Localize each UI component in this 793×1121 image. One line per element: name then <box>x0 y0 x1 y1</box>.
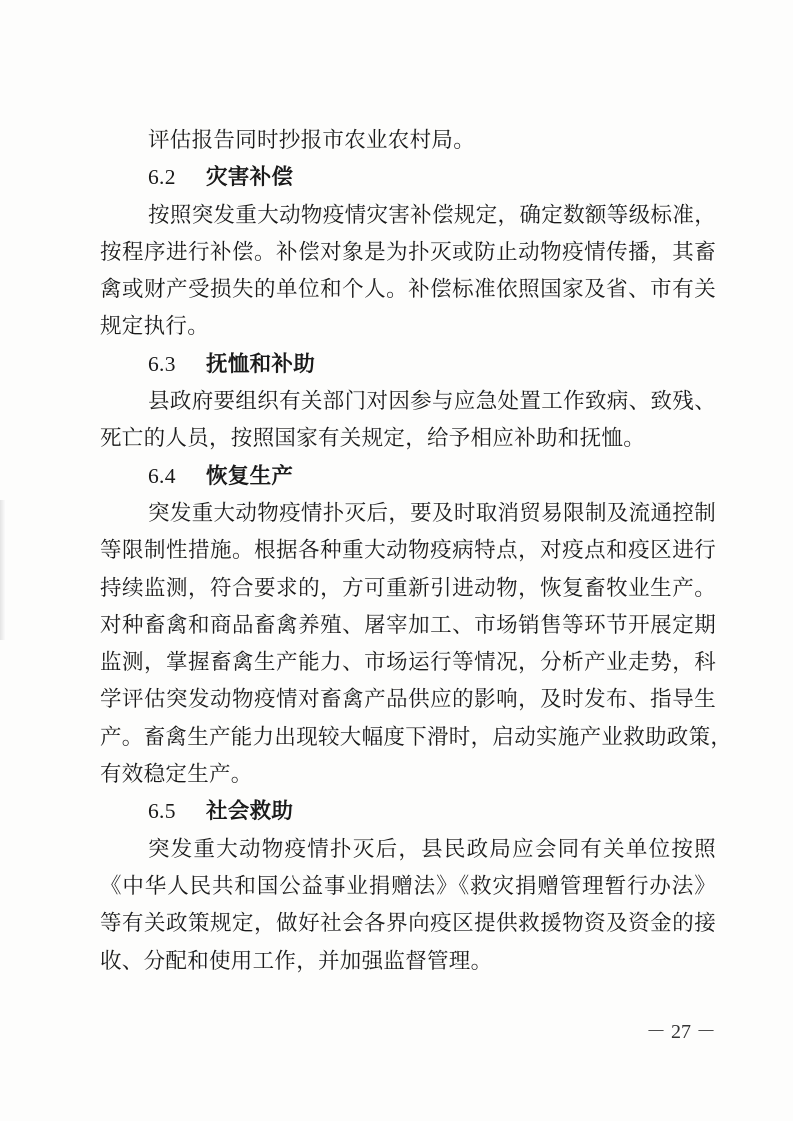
paragraph-line: 规定执行。 <box>100 314 210 340</box>
paragraph-line: 禽或财产受损失的单位和个人。补偿标准依照国家及省、市有关 <box>100 277 716 303</box>
section-title: 恢复生产 <box>206 463 294 489</box>
scan-binding-shadow <box>0 500 6 640</box>
paragraph-line: 等限制性措施。根据各种重大动物疫病特点，对疫点和疫区进行 <box>100 538 716 564</box>
paragraph-line: 持续监测，符合要求的，方可重新引进动物，恢复畜牧业生产。 <box>100 575 716 601</box>
paragraph-line: 监测，掌握畜禽生产能力、市场运行等情况，分析产业走势，科 <box>100 650 716 676</box>
section-heading-6-4 <box>100 458 716 495</box>
section-title: 抚恤和补助 <box>206 351 316 377</box>
section-number: 6.5 <box>148 799 176 824</box>
section-title: 社会救助 <box>206 799 294 825</box>
paragraph-line: 突发重大动物疫情扑灭后，县民政局应会同有关单位按照 <box>148 836 716 862</box>
section-heading-6-3 <box>100 346 716 383</box>
paragraph-line: 等有关政策规定，做好社会各界向疫区提供救援物资及资金的接 <box>100 911 716 937</box>
paragraph-line: 县政府要组织有关部门对因参与应急处置工作致病、致残、 <box>148 389 716 415</box>
paragraph-line: 收、分配和使用工作，并加强监督管理。 <box>100 948 493 974</box>
paragraph-line: 突发重大动物疫情扑灭后，要及时取消贸易限制及流通控制 <box>148 500 716 526</box>
section-title: 灾害补偿 <box>206 165 294 191</box>
section-number: 6.4 <box>148 463 176 488</box>
paragraph-line: 产。畜禽生产能力出现较大幅度下滑时，启动实施产业救助政策， <box>100 724 733 750</box>
paragraph-line: 对种畜禽和商品畜禽养殖、屠宰加工、市场销售等环节开展定期 <box>100 612 716 638</box>
section-number: 6.2 <box>148 165 176 190</box>
paragraph-line: 死亡的人员，按照国家有关规定，给予相应补助和抚恤。 <box>100 426 646 452</box>
paragraph-line: 学评估突发动物疫情对畜禽产品供应的影响，及时发布、指导生 <box>100 687 716 713</box>
paragraph-line: 评估报告同时抄报市农业农村局。 <box>148 128 476 153</box>
document-body <box>100 122 733 980</box>
section-heading-6-2 <box>100 159 716 196</box>
paragraph-line: 有效稳定生产。 <box>100 762 253 788</box>
paragraph-line: 按照突发重大动物疫情灾害补偿规定，确定数额等级标准， <box>148 202 716 228</box>
paragraph-line: 《中华人民共和国公益事业捐赠法》《救灾捐赠管理暂行办法》 <box>100 873 716 899</box>
section-number: 6.3 <box>148 351 176 376</box>
section-heading-6-5 <box>100 793 716 830</box>
page-number: － 27 － <box>646 1021 716 1043</box>
paragraph-line: 按程序进行补偿。补偿对象是为扑灭或防止动物疫情传播，其畜 <box>100 239 716 265</box>
